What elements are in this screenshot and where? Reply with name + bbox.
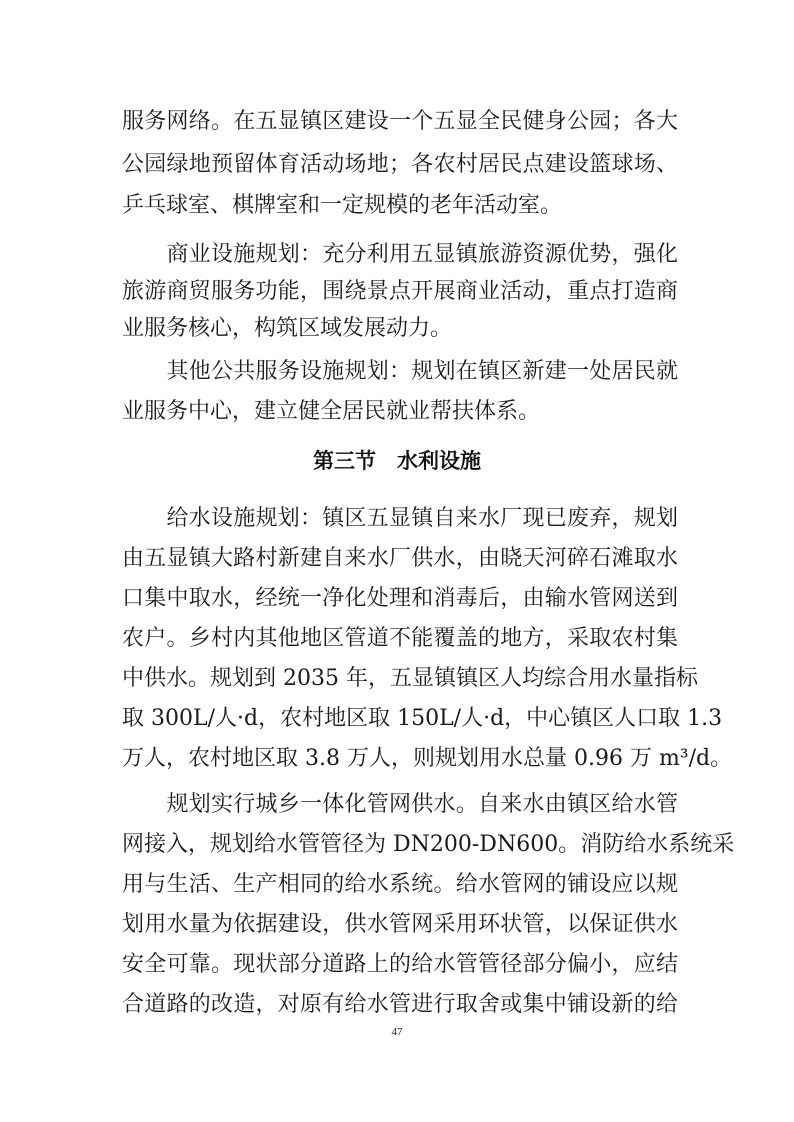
paragraph-line: 网接入，规划给水管管径为 DN200-DN600。消防给水系统采 (122, 832, 735, 857)
paragraph-line: 旅游商贸服务功能，围绕景点开展商业活动，重点打造商 (122, 279, 678, 304)
section-heading: 第三节 水利设施 (313, 449, 481, 473)
paragraph-line: 安全可靠。现状部分道路上的给水管管径部分偏小，应结 (122, 952, 678, 977)
paragraph-line: 商业设施规划：充分利用五显镇旅游资源优势，强化 (122, 242, 678, 267)
paragraph-line: 公园绿地预留体育活动场地；各农村居民点建设篮球场、 (122, 152, 678, 177)
paragraph-line: 其他公共服务设施规划：规划在镇区新建一处居民就 (122, 359, 678, 384)
page-number: 47 (391, 1026, 403, 1038)
paragraph-line: 划用水量为依据建设，供水管网采用环状管，以保证供水 (122, 912, 678, 937)
paragraph-line: 中供水。规划到 2035 年，五显镇镇区人均综合用水量指标 (122, 666, 698, 691)
paragraph-line: 业服务核心，构筑区域发展动力。 (122, 316, 453, 341)
paragraph-line: 由五显镇大路村新建自来水厂供水，由晓天河碎石滩取水 (122, 546, 678, 571)
paragraph-line: 给水设施规划：镇区五显镇自来水厂现已废弃，规划 (122, 506, 678, 531)
paragraph-line: 合道路的改造，对原有给水管进行取舍或集中铺设新的给 (122, 992, 678, 1017)
paragraph-line: 乒乓球室、棋牌室和一定规模的老年活动室。 (122, 193, 563, 218)
paragraph-line: 服务网络。在五显镇区建设一个五显全民健身公园；各大 (122, 109, 678, 134)
paragraph-line: 规划实行城乡一体化管网供水。自来水由镇区给水管 (122, 792, 678, 817)
paragraph-line: 万人，农村地区取 3.8 万人，则规划用水总量 0.96 万 m³/d。 (122, 746, 733, 771)
paragraph-line: 用与生活、生产相同的给水系统。给水管网的铺设应以规 (122, 872, 678, 897)
paragraph-line: 口集中取水，经统一净化处理和消毒后，由输水管网送到 (122, 586, 678, 611)
paragraph-line: 取 300L/人·d，农村地区取 150L/人·d，中心镇区人口取 1.3 (122, 706, 723, 731)
paragraph-line: 业服务中心，建立健全居民就业帮扶体系。 (122, 399, 541, 424)
paragraph-line: 农户。乡村内其他地区管道不能覆盖的地方，采取农村集 (122, 626, 678, 651)
